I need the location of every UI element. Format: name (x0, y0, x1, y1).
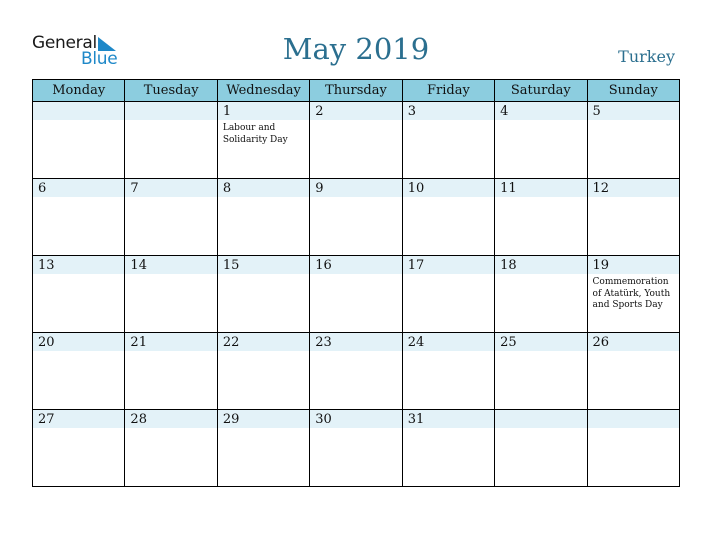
day-number: 3 (407, 104, 416, 119)
weekday-header: Friday (402, 80, 494, 102)
week-row (33, 410, 680, 487)
holiday-label: Labour and Solidarity Day (222, 123, 288, 145)
weekday-header: Thursday (310, 80, 402, 102)
day-cell (125, 179, 217, 256)
logo-blue-text: Blue (81, 49, 118, 69)
day-cell (587, 333, 679, 410)
day-number: 12 (592, 181, 610, 196)
day-cell (310, 102, 402, 179)
day-cell (33, 256, 125, 333)
day-number: 25 (500, 335, 517, 350)
day-number: 31 (407, 412, 425, 427)
day-number: 10 (407, 181, 425, 196)
day-number: 21 (130, 335, 147, 350)
day-number: 19 (592, 258, 610, 273)
day-cell (402, 256, 494, 333)
holiday-label: Commemoration of Atatürk, Youth and Sports Day (592, 277, 671, 310)
day-number-band (33, 102, 124, 120)
day-cell (217, 102, 309, 179)
day-number: 9 (315, 181, 324, 196)
weekday-header-row (33, 80, 680, 102)
day-number: 14 (130, 258, 147, 273)
day-number: 11 (500, 181, 517, 196)
day-number: 16 (315, 258, 332, 273)
day-cell (310, 333, 402, 410)
day-number-band (495, 410, 586, 428)
day-cell (125, 410, 217, 487)
day-number: 13 (38, 258, 55, 273)
day-number-band (588, 410, 679, 428)
day-cell (217, 179, 309, 256)
calendar-grid (32, 79, 680, 487)
weekday-header: Sunday (587, 80, 679, 102)
day-cell (310, 179, 402, 256)
logo-general-text: General (32, 33, 97, 53)
day-cell (217, 410, 309, 487)
weekday-header: Saturday (495, 80, 587, 102)
day-number: 17 (407, 258, 425, 273)
day-number: 18 (500, 258, 517, 273)
day-cell (125, 333, 217, 410)
calendar-body (33, 102, 680, 487)
day-number (495, 410, 586, 412)
day-number: 4 (500, 104, 509, 119)
day-number: 6 (38, 181, 47, 196)
day-number-band (125, 102, 216, 120)
day-number: 1 (222, 104, 232, 119)
weekday-header: Monday (33, 80, 125, 102)
day-cell (33, 333, 125, 410)
day-cell (33, 179, 125, 256)
day-cell (587, 102, 679, 179)
day-cell (495, 333, 587, 410)
day-number (588, 410, 679, 412)
day-number: 22 (222, 335, 240, 350)
day-number: 8 (222, 181, 232, 196)
day-number: 30 (315, 412, 332, 427)
day-cell (402, 179, 494, 256)
day-cell (125, 256, 217, 333)
week-row (33, 179, 680, 256)
day-number: 26 (592, 335, 610, 350)
day-cell (402, 102, 494, 179)
day-cell (495, 256, 587, 333)
day-number: 29 (222, 412, 240, 427)
week-row (33, 102, 680, 179)
day-cell (310, 410, 402, 487)
day-cell (587, 256, 679, 333)
day-cell (587, 410, 679, 487)
day-cell (402, 410, 494, 487)
day-cell (33, 410, 125, 487)
day-number: 24 (407, 335, 425, 350)
day-cell (33, 102, 125, 179)
day-number: 7 (130, 181, 139, 196)
day-number: 20 (38, 335, 55, 350)
weekday-header: Tuesday (125, 80, 217, 102)
day-cell (217, 333, 309, 410)
calendar-title: May 2019 (282, 32, 430, 66)
day-cell (587, 179, 679, 256)
day-cell (495, 102, 587, 179)
day-cell (125, 102, 217, 179)
day-number: 15 (222, 258, 240, 273)
weekday-header: Wednesday (217, 80, 309, 102)
day-cell (217, 256, 309, 333)
day-cell (495, 179, 587, 256)
day-cell (310, 256, 402, 333)
day-cell (402, 333, 494, 410)
day-number: 28 (130, 412, 147, 427)
day-number: 23 (315, 335, 332, 350)
day-number: 27 (38, 412, 55, 427)
day-number: 2 (315, 104, 324, 119)
day-number (33, 102, 124, 104)
week-row (33, 256, 680, 333)
day-cell (495, 410, 587, 487)
day-number (125, 102, 216, 104)
country-label: Turkey (618, 47, 675, 66)
day-number: 5 (592, 104, 601, 119)
week-row (33, 333, 680, 410)
